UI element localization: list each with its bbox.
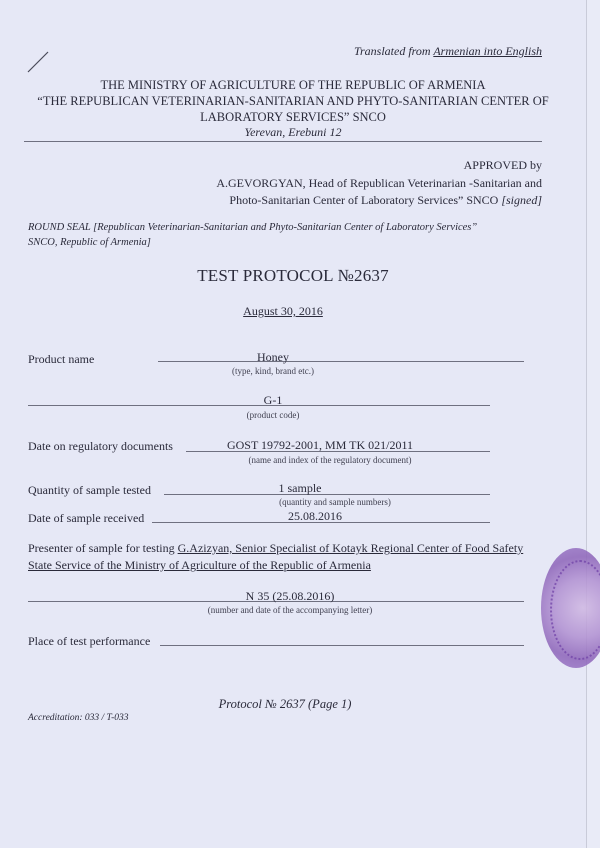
presenter-value-line2: State Service of the Ministry of Agriculture of the Republic of Armenia	[28, 558, 371, 572]
approval-line2	[200, 193, 542, 208]
product-name-label: Product name	[28, 352, 95, 366]
protocol-title: TEST PROTOCOL №2637	[197, 266, 389, 285]
presenter-row	[28, 541, 548, 556]
ministry-header-line3: LABORATORY SERVICES” SNCO	[200, 110, 386, 124]
product-name-value: Honey	[257, 350, 289, 364]
pen-stroke-mark	[26, 48, 52, 74]
place-line	[160, 645, 524, 646]
ministry-header-line2: “THE REPUBLICAN VETERINARIAN-SANITARIAN AND PHYTO-SANITARIAN CENTER OF	[37, 94, 549, 108]
regulatory-docs-caption: (name and index of the regulatory document)	[248, 455, 412, 465]
approval-line2-text: Photo-Sanitarian Center of Laboratory Services” SNCO	[229, 193, 499, 207]
footer-page: Protocol № 2637 (Page 1)	[218, 697, 352, 711]
header-divider	[24, 141, 542, 142]
regulatory-docs-label: Date on regulatory documents	[28, 439, 173, 453]
accreditation: Accreditation: 033 / T-033	[28, 713, 129, 723]
product-code-value: G-1	[263, 393, 283, 407]
place-label: Place of test performance	[28, 634, 151, 648]
ministry-header-line1: THE MINISTRY OF AGRICULTURE OF THE REPUBLIC OF ARMENIA	[100, 78, 486, 92]
ministry-address: Yerevan, Erebuni 12	[244, 125, 342, 139]
seal-note-line1: ROUND SEAL [Republican Veterinarian-Sanitarian and Phyto-Sanitarian Center of Laboratory Services”	[28, 222, 478, 233]
approval-line1: A.GEVORGYAN, Head of Republican Veterinarian -Sanitarian and	[216, 176, 542, 190]
protocol-date: August 30, 2016	[243, 304, 323, 318]
seal-note-line2: SNCO, Republic of Armenia]	[28, 237, 151, 248]
received-label: Date of sample received	[28, 511, 145, 525]
product-code-caption: (product code)	[246, 410, 300, 420]
translation-language: Armenian into English	[433, 44, 542, 58]
approval-signed: [signed]	[501, 193, 542, 207]
letter-value: N 35 (25.08.2016)	[245, 589, 335, 603]
quantity-value: 1 sample	[278, 481, 322, 495]
translation-note	[330, 44, 542, 59]
quantity-label: Quantity of sample tested	[28, 483, 151, 497]
presenter-value-line1: G.Azizyan, Senior Specialist of Kotayk Regional Center of Food Safety	[177, 541, 524, 555]
regulatory-docs-value: GOST 19792-2001, MM TK 021/2011	[226, 438, 414, 452]
approval-title: APPROVED by	[463, 158, 542, 172]
received-value: 25.08.2016	[288, 509, 342, 523]
translation-prefix: Translated from	[353, 44, 434, 58]
product-name-caption: (type, kind, brand etc.)	[232, 366, 314, 376]
presenter-label: Presenter of sample for testing	[28, 541, 175, 555]
quantity-caption: (quantity and sample numbers)	[279, 497, 391, 507]
letter-caption: (number and date of the accompanying letter)	[207, 605, 373, 615]
